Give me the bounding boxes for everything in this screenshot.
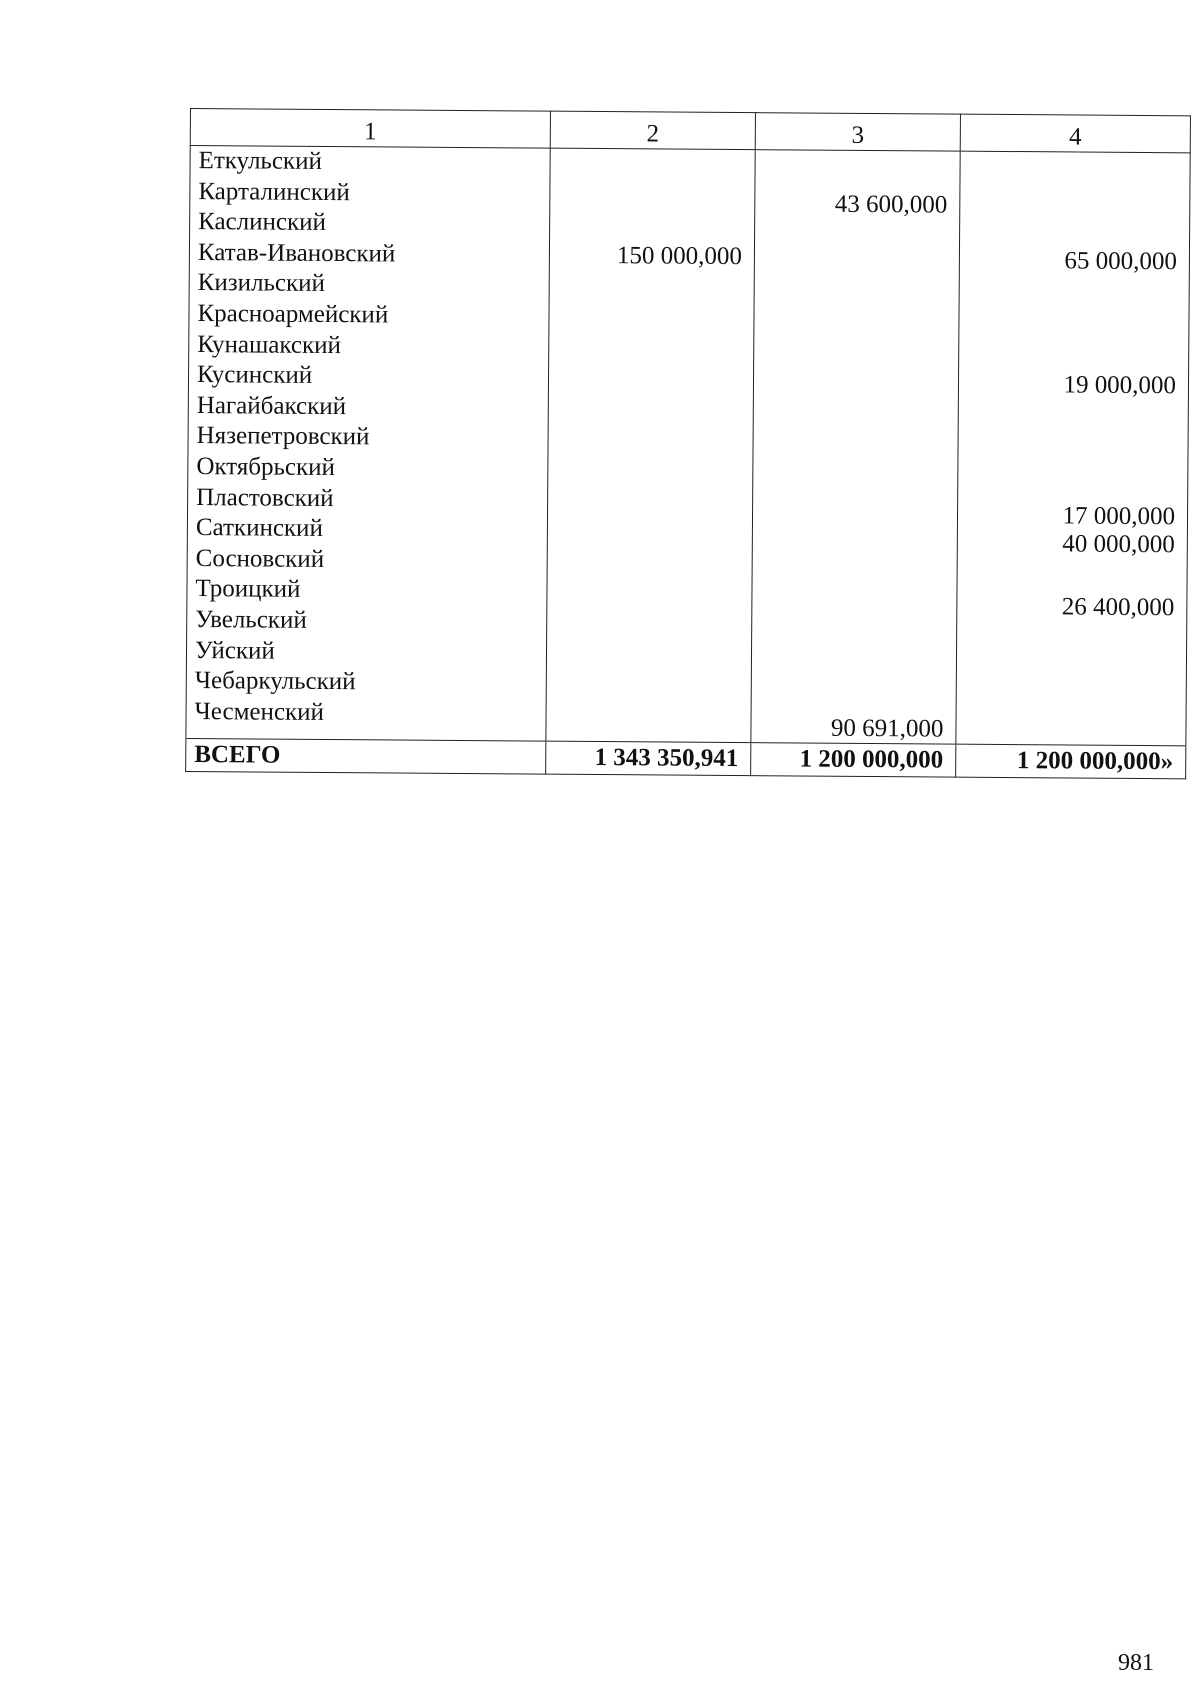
header-col-4: 4: [960, 114, 1190, 153]
district-name: Кизильский: [197, 269, 326, 298]
allocation-table: [185, 108, 1191, 779]
district-name: Сосновский: [195, 544, 325, 573]
total-label: ВСЕГО: [186, 738, 546, 774]
district-name: Нязепетровский: [196, 422, 370, 451]
district-name: Еткульский: [198, 147, 322, 175]
header-col-2: 2: [550, 111, 755, 150]
col4-value: 26 400,000: [1061, 593, 1175, 622]
col2-value: 150 000,000: [616, 241, 743, 270]
district-name: Саткинский: [195, 514, 323, 543]
col3-value: 43 600,000: [834, 190, 948, 219]
district-name: Чебаркульский: [194, 667, 356, 696]
district-name: Чесменский: [194, 697, 325, 726]
district-name: Нагайбакский: [196, 391, 347, 420]
district-name: Уйский: [194, 636, 275, 665]
header-col-1: 1: [190, 109, 550, 149]
col4-value: 65 000,000: [1064, 247, 1177, 276]
body-row: [186, 146, 1190, 746]
district-names-cell: [186, 146, 550, 742]
district-name: Увельский: [195, 605, 307, 634]
header-col-3: 3: [755, 113, 960, 152]
district-name: Кунашакский: [197, 330, 342, 359]
district-name: Катав-Ивановский: [197, 238, 396, 268]
col4-value: 17 000,000: [1062, 502, 1176, 530]
col-3-values-cell: [751, 150, 960, 744]
district-name: Кусинский: [196, 361, 313, 390]
district-name: Октябрьский: [196, 452, 336, 482]
col4-value: 40 000,000: [1062, 530, 1175, 559]
page-number: 981: [1118, 1650, 1154, 1676]
district-list: [186, 146, 549, 730]
col3-value: 90 691,000: [830, 714, 944, 743]
total-col-2: 1 343 350,941: [546, 741, 751, 776]
col-2-values-cell: [546, 148, 755, 742]
total-col-4: 1 200 000,000»: [956, 744, 1186, 779]
allocation-table-wrapper: [185, 108, 1190, 779]
col-4-values-cell: [956, 151, 1190, 746]
district-name: Карталинский: [198, 177, 350, 206]
district-name: Красноармейский: [197, 300, 389, 329]
col4-value: 19 000,000: [1063, 371, 1177, 400]
district-name: Троицкий: [195, 575, 301, 604]
total-col-3: 1 200 000,000: [751, 743, 956, 778]
district-name: Каслинский: [198, 208, 327, 237]
district-name: Пластовский: [196, 483, 334, 512]
